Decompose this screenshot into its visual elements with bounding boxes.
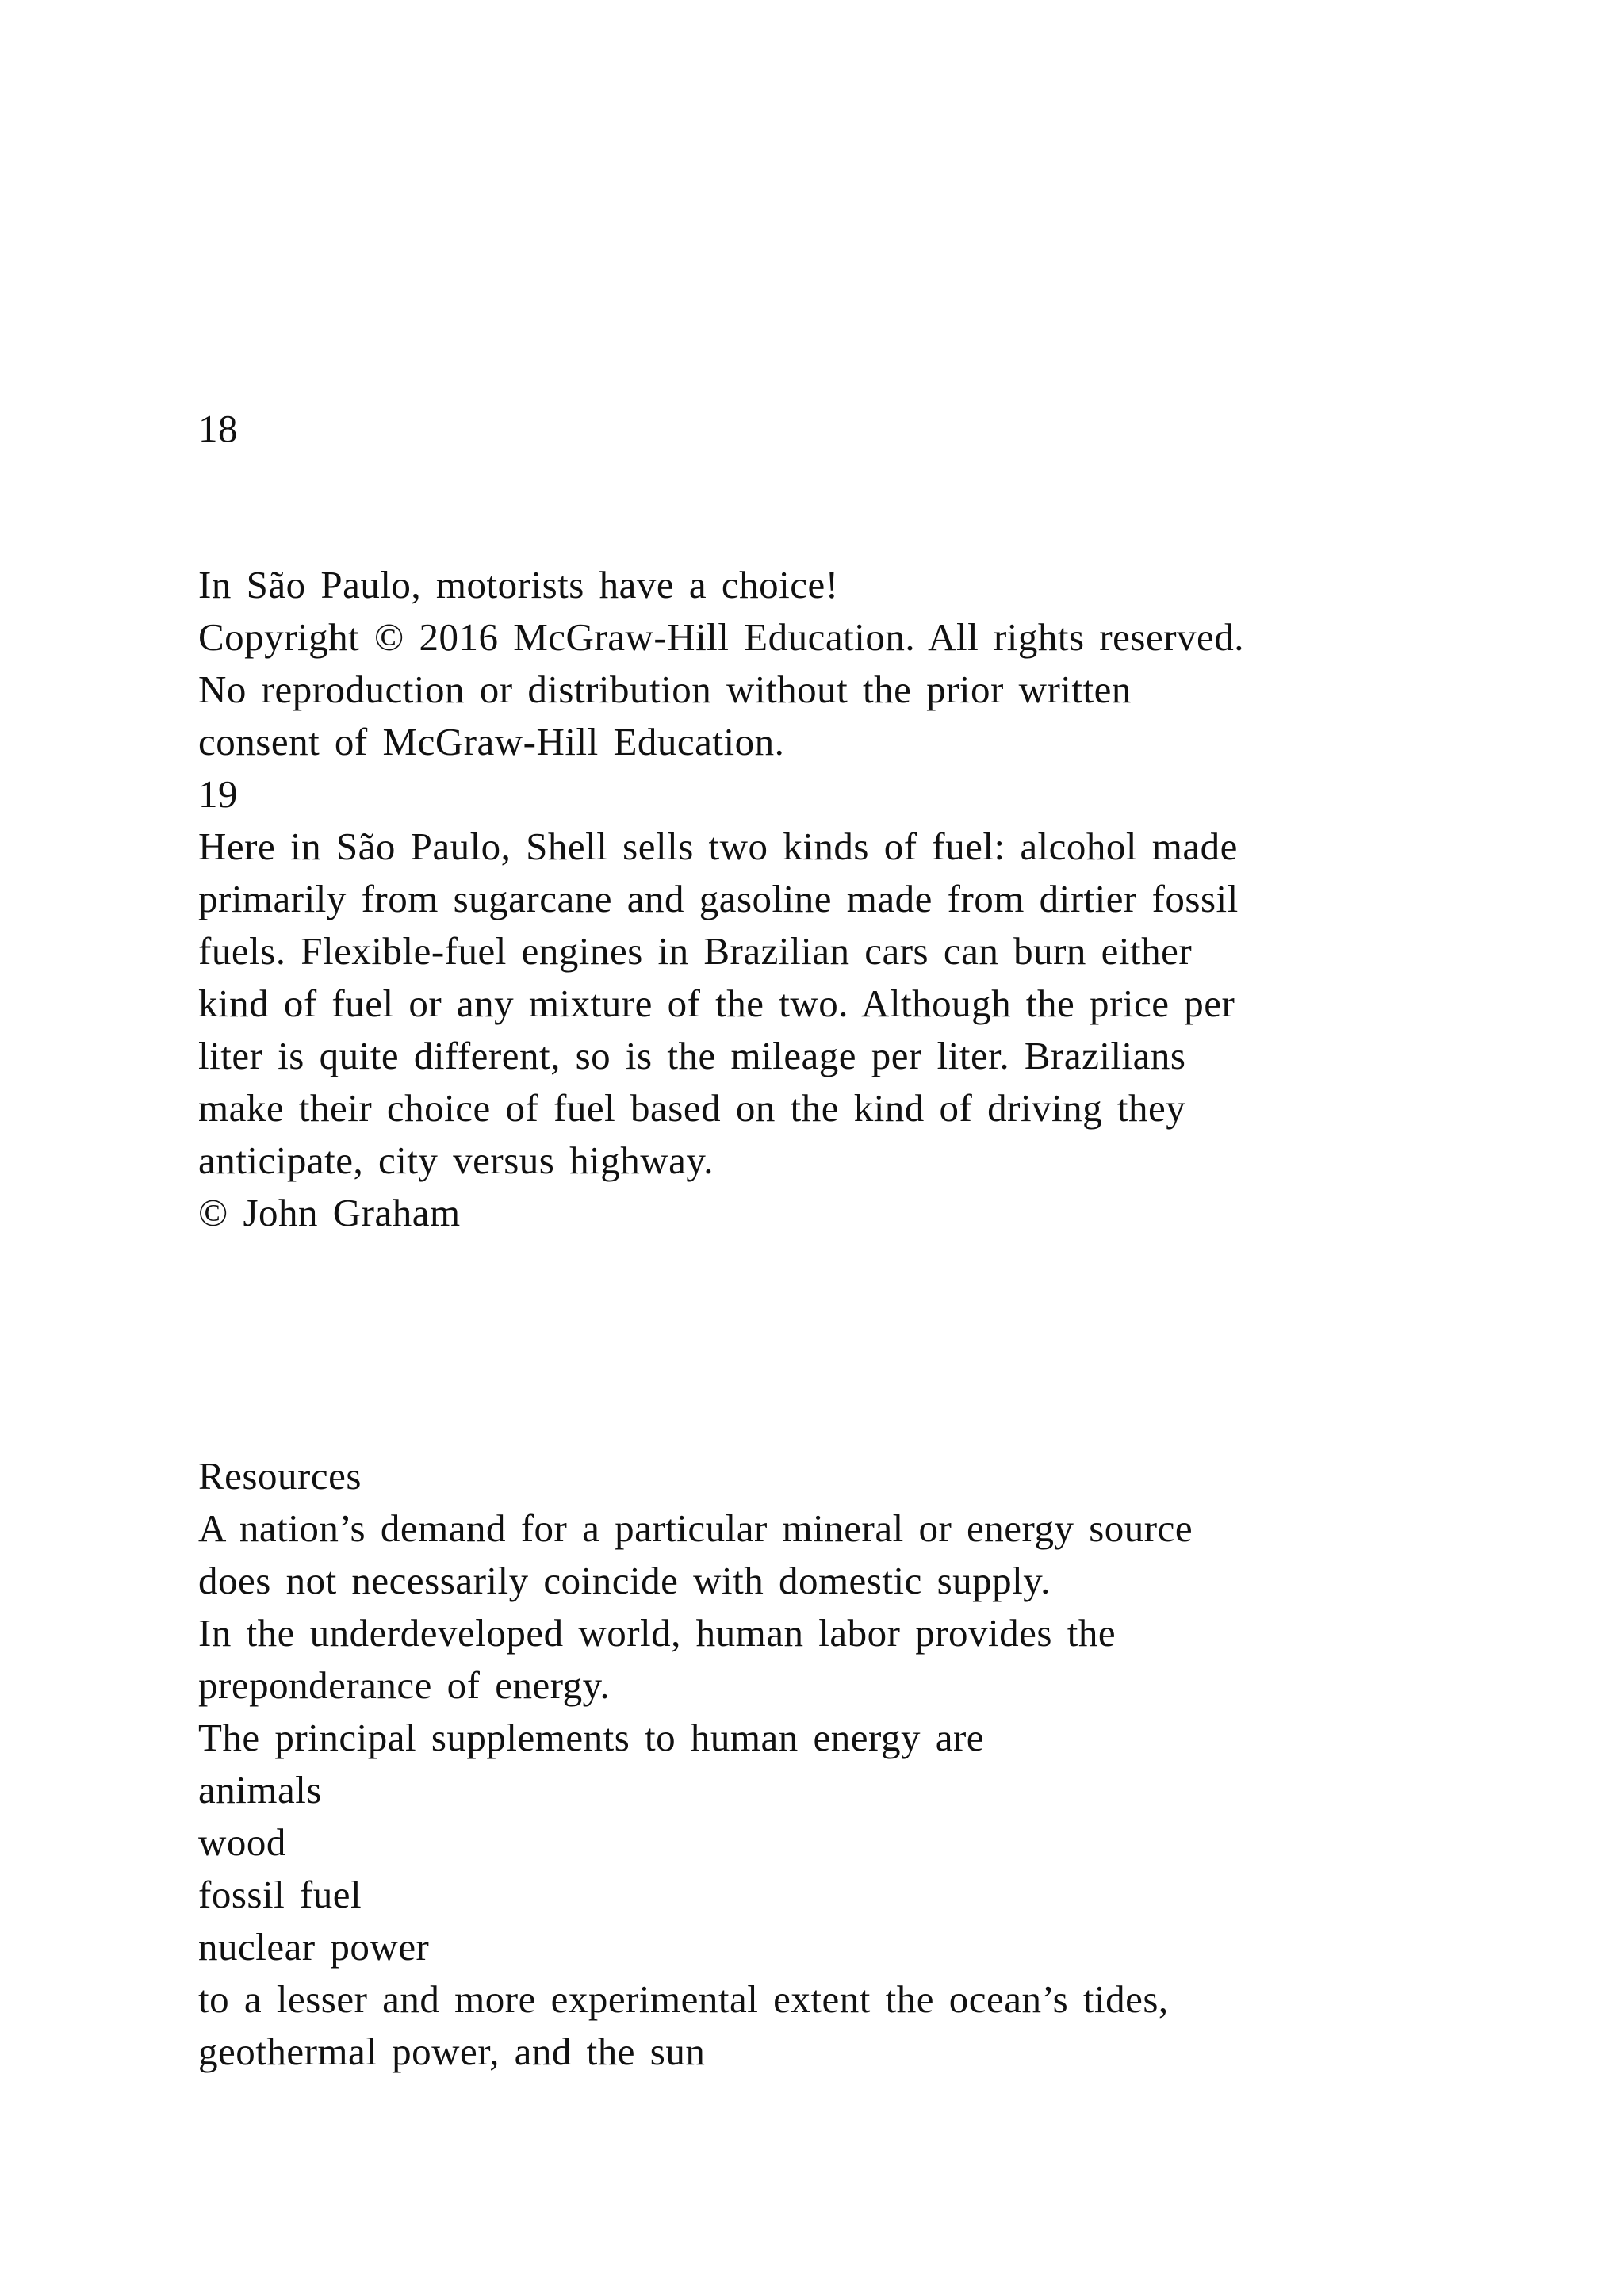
caption-line: primarily from sugarcane and gasoline made from dirtier fossil [198,877,1239,920]
slide-19-text-block [198,1450,1483,2078]
body-line: to a lesser and more experimental extent the ocean’s tides, [198,1977,1169,2021]
photo-credit: © John Graham [198,1191,461,1234]
caption-line: fuels. Flexible-fuel engines in Brazilian cars can burn either [198,929,1193,973]
section-heading: Resources [198,1454,362,1498]
page-number: 18 [198,407,238,450]
caption-line: make their choice of fuel based on the kind of driving they [198,1086,1186,1130]
caption-line: Here in São Paulo, Shell sells two kinds of fuel: alcohol made [198,825,1238,868]
copyright-line: No reproduction or distribution without the prior written [198,668,1132,711]
page-number-block [198,403,1483,455]
caption-line: liter is quite different, so is the mileage per liter. Brazilians [198,1034,1186,1077]
list-item: animals [198,1768,322,1812]
copyright-line: consent of McGraw-Hill Education. [198,720,785,763]
slide-title: In São Paulo, motorists have a choice! [198,563,839,607]
caption-line: anticipate, city versus highway. [198,1138,714,1182]
slide-18-text-block [198,559,1483,1239]
page-number: 19 [198,772,238,816]
body-line: In the underdeveloped world, human labor provides the [198,1611,1116,1655]
body-line: A nation’s demand for a particular mineral or energy source [198,1506,1193,1550]
caption-line: kind of fuel or any mixture of the two. Although the price per [198,982,1235,1025]
body-line: The principal supplements to human energy are [198,1716,985,1759]
list-item: fossil fuel [198,1873,362,1916]
copyright-line: Copyright © 2016 McGraw-Hill Education. All rights reserved. [198,615,1245,659]
body-line: preponderance of energy. [198,1663,611,1707]
list-item: nuclear power [198,1925,430,1969]
body-line: geothermal power, and the sun [198,2030,706,2073]
list-item: wood [198,1820,286,1864]
body-line: does not necessarily coincide with domestic supply. [198,1559,1051,1602]
